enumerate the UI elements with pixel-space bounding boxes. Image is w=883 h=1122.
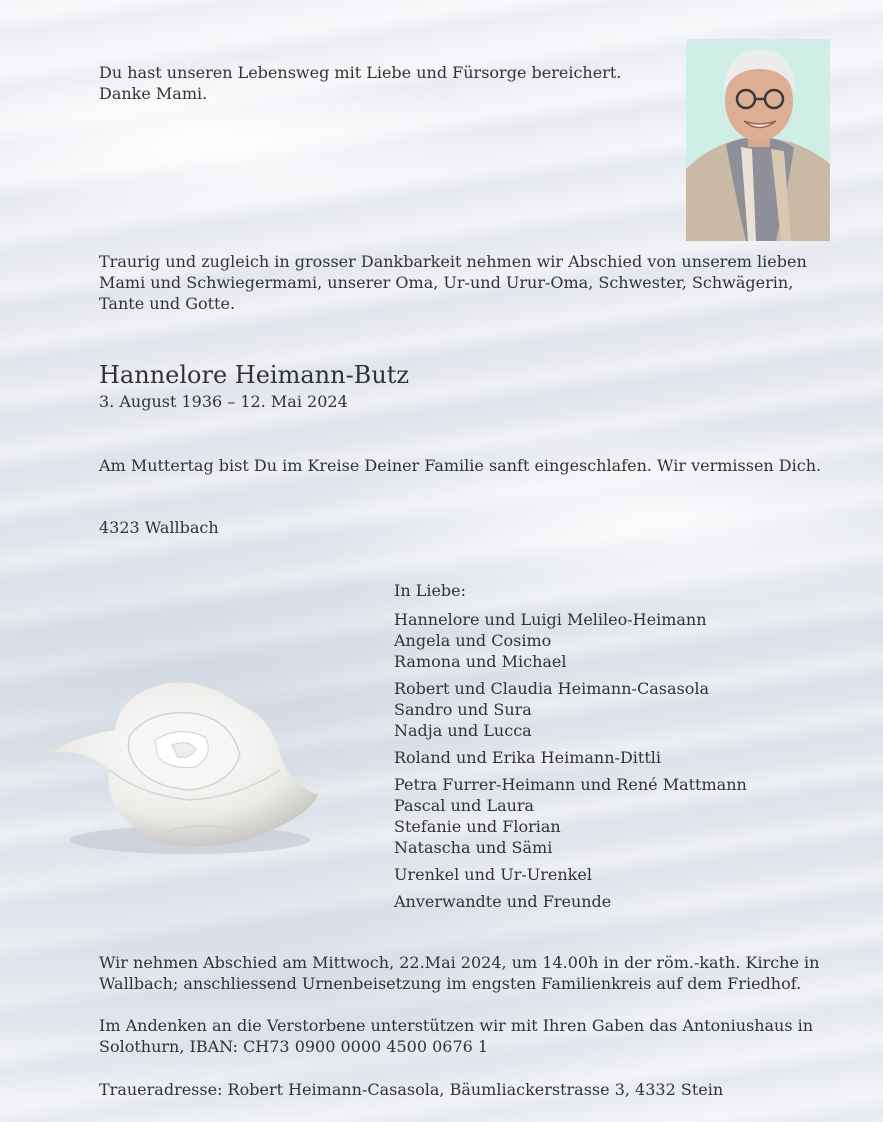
mourner-entry: Sandro und Sura <box>394 700 532 719</box>
farewell-line: Tante und Gotte. <box>99 294 236 313</box>
life-dates: 3. August 1936 – 12. Mai 2024 <box>99 392 348 411</box>
mourner-entry: Anverwandte und Freunde <box>394 892 612 911</box>
intro-line: Du hast unseren Lebensweg mit Liebe und Fürsorge bereichert. <box>99 63 622 82</box>
mourner-group <box>394 774 747 858</box>
mourning-address: Traueradresse: Robert Heimann-Casasola, Bäumliackerstrasse 3, 4332 Stein <box>99 1080 724 1099</box>
mourners-list <box>394 580 747 918</box>
mourners-label: In Liebe: <box>394 581 467 600</box>
mourner-entry: Natascha und Sämi <box>394 838 553 857</box>
place-text: 4323 Wallbach <box>99 518 219 537</box>
intro-text <box>99 62 659 104</box>
mourner-entry: Pascal und Laura <box>394 796 535 815</box>
donation-text <box>99 1015 839 1057</box>
mourner-group <box>394 609 747 672</box>
mourner-entry: Stefanie und Florian <box>394 817 561 836</box>
mourner-entry: Angela und Cosimo <box>394 631 552 650</box>
ceremony-line: Wir nehmen Abschied am Mittwoch, 22.Mai 2024, um 14.00h in der röm.-kath. Kirche in <box>99 953 820 972</box>
farewell-text <box>99 251 819 314</box>
mourner-group <box>394 747 747 768</box>
mourner-group <box>394 864 747 885</box>
white-rose-image <box>40 675 325 860</box>
mourner-entry: Roland und Erika Heimann-Dittli <box>394 748 661 767</box>
farewell-line: Mami und Schwiegermami, unserer Oma, Ur-und Urur-Oma, Schwester, Schwägerin, <box>99 273 794 292</box>
mourner-entry: Nadja und Lucca <box>394 721 532 740</box>
intro-line: Danke Mami. <box>99 84 208 103</box>
mourner-entry: Ramona und Michael <box>394 652 567 671</box>
ceremony-text <box>99 952 839 994</box>
mourner-entry: Urenkel und Ur-Urenkel <box>394 865 592 884</box>
portrait-photo <box>686 39 830 241</box>
mourner-entry: Petra Furrer-Heimann und René Mattmann <box>394 775 747 794</box>
donation-line: Im Andenken an die Verstorbene unterstützen wir mit Ihren Gaben das Antoniushaus in <box>99 1016 814 1035</box>
deceased-name: Hannelore Heimann-Butz <box>99 361 410 389</box>
donation-line: Solothurn, IBAN: CH73 0900 0000 4500 0676 1 <box>99 1037 489 1056</box>
passing-text: Am Muttertag bist Du im Kreise Deiner Familie sanft eingeschlafen. Wir vermissen Dich. <box>99 456 822 475</box>
mourner-entry: Hannelore und Luigi Melileo-Heimann <box>394 610 707 629</box>
mourner-group <box>394 678 747 741</box>
mourner-entry: Robert und Claudia Heimann-Casasola <box>394 679 709 698</box>
farewell-line: Traurig und zugleich in grosser Dankbarkeit nehmen wir Abschied von unserem lieben <box>99 252 807 271</box>
mourner-group <box>394 891 747 912</box>
ceremony-line: Wallbach; anschliessend Urnenbeisetzung im engsten Familienkreis auf dem Friedhof. <box>99 974 802 993</box>
